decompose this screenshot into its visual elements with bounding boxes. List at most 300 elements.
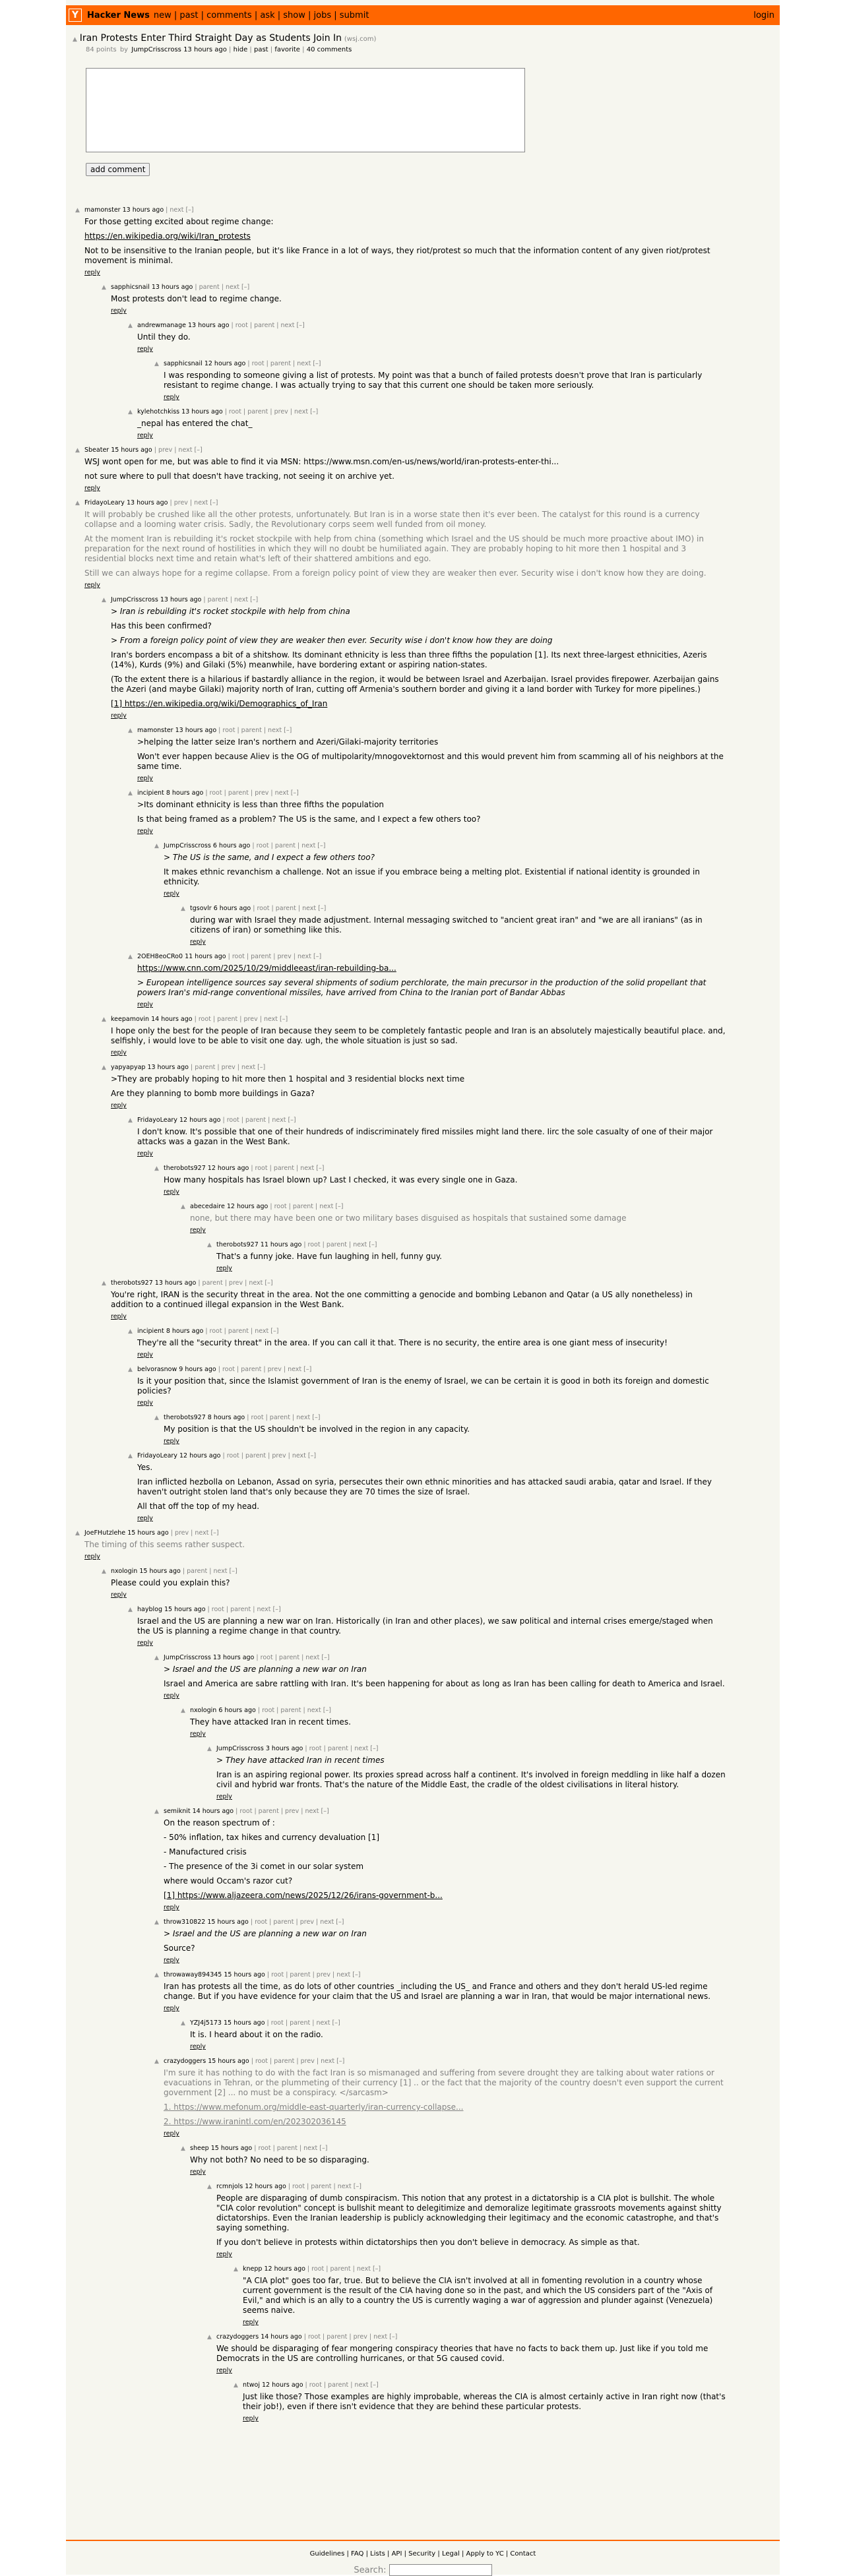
reply-link[interactable]: reply [190,2168,206,2176]
comment [154,1165,726,1196]
comment-author-link[interactable]: 2OEH8eoCRo0 [137,953,183,960]
comment-nav-links[interactable]: next [–] [170,206,194,214]
comment-meta: yapyapyap 13 hours ago | parent | prev | next [–] [111,1064,266,1071]
upvote-icon[interactable]: ▲ [128,727,133,734]
upvote-icon[interactable]: ▲ [102,597,106,603]
comment-nav-links[interactable]: root | parent | prev | next [–] [228,408,319,415]
reply-link[interactable]: reply [137,1515,153,1522]
reply-link[interactable]: reply [84,485,100,492]
upvote-icon[interactable]: ▲ [128,790,133,797]
comment-nav-links[interactable]: prev | next [–] [174,1529,219,1537]
upvote-icon[interactable]: ▲ [128,1453,133,1459]
upvote-icon[interactable]: ▲ [181,2020,185,2027]
comment-nav-links[interactable]: root | parent | prev | next [–] [271,1971,361,1978]
comment-body [190,915,726,935]
comment-meta: mamonster 13 hours ago | next [–] [84,206,194,214]
comment-author-link[interactable]: FridayoLeary [137,1452,177,1459]
reply-link[interactable]: reply [243,2415,259,2422]
comment-age-link[interactable]: 13 hours ago [188,322,230,329]
comment-age-link[interactable]: 15 hours ago [207,1918,249,1926]
comment-author-link[interactable]: mamonster [137,727,173,734]
upvote-icon[interactable]: ▲ [154,1919,159,1926]
comment-age-link[interactable]: 11 hours ago [260,1241,302,1248]
comment-author-link[interactable]: FridayoLeary [84,499,125,506]
comment-author-link[interactable]: ntwoj [243,2381,260,2389]
comment-body [137,964,726,998]
comment-age-link[interactable]: 8 hours ago [166,789,204,797]
comment-body [216,1756,726,1790]
reply-link[interactable]: reply [164,890,179,898]
main-nav: new | past | comments | ask | show | jobs | submit [153,10,369,20]
upvote-icon[interactable]: ▲ [181,1707,185,1714]
comment-paragraph: Please could you explain this? [111,1578,230,1587]
reply-link[interactable]: reply [216,2251,232,2258]
comment-paragraph: We should be disparaging of fear mongering conspiracy theories that have no facts to back them up. Just like if you told me Democrats in the US are controlling hurricanes, or that 5G caused covid. [216,2344,708,2363]
comment-nav-links[interactable]: root | parent | next [–] [235,322,305,329]
comment-nav-links[interactable]: root | parent | next [–] [260,1654,330,1661]
comment-age-link[interactable]: 13 hours ago [122,206,164,214]
comment [128,1452,726,1522]
reply-link[interactable]: reply [137,346,153,353]
comment-nav-links[interactable]: root | parent | prev | next [–] [239,1808,329,1815]
comment-link[interactable]: [1] https://www.aljazeera.com/news/2025/12/26/irans-government-b... [164,1891,443,1900]
comment-age-link[interactable]: 12 hours ago [204,360,246,367]
comment-author-link[interactable]: therobots927 [111,1279,153,1287]
upvote-icon[interactable]: ▲ [128,409,133,415]
upvote-icon[interactable]: ▲ [154,1972,159,1978]
comment-link[interactable]: https://www.cnn.com/2025/10/29/middleeast/iran-rebuilding-ba... [137,964,396,973]
nav-link-jobs[interactable]: jobs [313,10,332,20]
reply-link[interactable]: reply [137,1150,153,1157]
comment-paragraph: none, but there may have been one or two military bases disguised as hospitals that sustained some damage [190,1213,627,1223]
upvote-icon[interactable]: ▲ [207,2184,212,2190]
comment-author-link[interactable]: JoeFHutzlehe [84,1529,126,1537]
comment-nav-links[interactable]: root | parent | prev | next [–] [209,789,299,797]
comment-paragraph: I don't know. It's possible that one of their hundreds of indiscriminately fired missiles might land there. Iirc the sole casualty of one of their major attacks was a gazan in the West Bank. [137,1127,713,1146]
comment-age-link[interactable]: 12 hours ago [264,2265,305,2273]
comment-author-link[interactable]: semiknit [164,1808,191,1815]
upvote-icon[interactable]: ▲ [154,843,159,849]
comment-body [111,294,726,304]
comment-age-link[interactable]: 12 hours ago [226,1203,268,1210]
footer-link-contact[interactable]: Contact [510,2550,536,2558]
comment-age-link[interactable]: 13 hours ago [147,1064,189,1071]
footer-link-api[interactable]: API [391,2550,402,2558]
top-bar [66,5,780,25]
comment-author-link[interactable]: sapphicsnail [111,284,150,291]
comment-paragraph: Has this been confirmed? [111,621,212,630]
footer-link-legal[interactable]: Legal [441,2550,460,2558]
comment-body [137,1463,726,1512]
comment-body [137,1376,726,1396]
upvote-icon[interactable]: ▲ [73,36,77,43]
comment-age-link[interactable]: 14 hours ago [261,2333,302,2341]
comment-nav-links[interactable]: root | parent | next [–] [257,905,327,912]
comment-body [111,607,726,709]
upvote-icon[interactable]: ▲ [207,1746,212,1752]
comment-age-link[interactable]: 15 hours ago [224,1971,265,1978]
comment-author-link[interactable]: crazydoggers [164,2058,206,2065]
reply-link[interactable]: reply [164,1904,179,1911]
comment-nav-links[interactable]: root | parent | prev | next [–] [198,1016,288,1023]
comment [75,1529,726,1560]
comment-author-link[interactable]: sheep [190,2145,209,2152]
comment-paragraph: All that off the top of my head. [137,1502,260,1511]
comment [234,2265,726,2326]
comment-age-link[interactable]: 15 hours ago [111,446,152,454]
upvote-icon[interactable]: ▲ [128,1366,133,1373]
comment-nav-links[interactable]: root | parent | prev | next [–] [307,2333,398,2341]
reply-link[interactable]: reply [111,1049,127,1057]
footer-link-security[interactable]: Security [408,2550,436,2558]
comment-age-link[interactable]: 6 hours ago [213,905,251,912]
comment-nav-links[interactable]: root | parent | next [–] [211,1606,281,1613]
footer [66,2540,780,2576]
nav-link-submit[interactable]: submit [339,10,369,20]
comment-author-link[interactable]: andrewmanage [137,322,186,329]
upvote-icon[interactable]: ▲ [128,954,133,960]
comment-paragraph: - Manufactured crisis [164,1847,247,1856]
comment-nav-links[interactable]: root | parent | next [–] [222,727,292,734]
comment-nav-links[interactable]: root | parent | next [–] [256,842,326,849]
comment-author-link[interactable]: JumpCrisscross [164,1654,211,1661]
comment-meta: rcmnjols 12 hours ago | root | parent | next [–] [216,2183,361,2190]
story-age-link[interactable]: 13 hours ago [183,46,227,53]
site-name-link[interactable]: Hacker News [87,10,150,20]
reply-link[interactable]: reply [111,1313,127,1320]
upvote-icon[interactable]: ▲ [154,1808,159,1815]
footer-link-apply-to-yc[interactable]: Apply to YC [466,2550,504,2558]
comment-age-link[interactable]: 12 hours ago [179,1452,221,1459]
reply-link[interactable]: reply [137,828,153,835]
story-link-favorite[interactable]: favorite [274,46,300,53]
comment-author-link[interactable]: incipient [137,789,164,797]
comment [234,2381,726,2422]
comment-textarea[interactable] [86,68,525,152]
comment-author-link[interactable]: therobots927 [216,1241,259,1248]
comment-author-link[interactable]: hayblog [137,1606,162,1613]
comment-age-link[interactable]: 15 hours ago [139,1568,181,1575]
comment-age-link[interactable]: 12 hours ago [262,2381,303,2389]
reply-link[interactable]: reply [190,938,206,946]
story-title[interactable]: Iran Protests Enter Third Straight Day as Students Join In [79,33,342,44]
upvote-icon[interactable]: ▲ [234,2266,238,2273]
comment [102,596,726,720]
comment-body [84,510,726,578]
comment-nav-links[interactable]: root | parent | next [–] [270,2019,340,2027]
comment-author-link[interactable]: therobots927 [164,1414,206,1421]
comment-age-link[interactable]: 15 hours ago [224,2019,265,2027]
comment-nav-links[interactable]: root | parent | next [–] [307,1241,377,1248]
comment-body [243,2276,726,2315]
reply-link[interactable]: reply [111,712,127,720]
comment [154,2058,726,2137]
upvote-icon[interactable]: ▲ [154,361,159,367]
nav-link-comments[interactable]: comments [206,10,252,20]
story-site[interactable]: (wsj.com) [344,36,377,43]
reply-link[interactable]: reply [111,1591,127,1599]
comment-nav-links[interactable]: parent | next [–] [207,596,259,603]
comment-author-link[interactable]: rcmnjols [216,2183,243,2190]
comment-author-link[interactable]: FridayoLeary [137,1117,177,1124]
reply-link[interactable]: reply [137,1001,153,1008]
reply-link[interactable]: reply [164,1957,179,1964]
search-label: Search: [354,2565,387,2575]
comment-nav-links[interactable]: root | parent | next [–] [255,1165,325,1172]
upvote-icon[interactable]: ▲ [128,1328,133,1335]
comment-link[interactable]: [1] https://en.wikipedia.org/wiki/Demographics_of_Iran [111,699,328,708]
reply-link[interactable]: reply [164,1188,179,1196]
comment-age-link[interactable]: 6 hours ago [218,1707,256,1714]
upvote-icon[interactable]: ▲ [75,1530,80,1537]
reply-link[interactable]: reply [84,269,100,276]
comment-body [137,737,726,772]
comment-nav-links[interactable]: root | parent | prev | next [–] [255,1918,344,1926]
comment-body [111,1026,726,1046]
comment-author-link[interactable]: nxologin [190,1707,217,1714]
reply-link[interactable]: reply [216,2367,232,2374]
upvote-icon[interactable]: ▲ [75,500,80,506]
comment-author-link[interactable]: JumpCrisscross [216,1745,264,1752]
comment-age-link[interactable]: 12 hours ago [179,1117,221,1124]
comment-body [84,1540,726,1550]
reply-link[interactable]: reply [84,1553,100,1560]
upvote-icon[interactable]: ▲ [102,1568,106,1575]
story [66,25,780,53]
login-link[interactable]: login [753,10,774,20]
comment-nav-links[interactable]: root | parent | prev | next [–] [255,2058,345,2065]
comment-age-link[interactable]: 13 hours ago [160,596,202,603]
comment-paragraph: It is. I heard about it on the radio. [190,2030,323,2039]
comment-nav-links[interactable]: root | parent | next [–] [251,360,321,367]
reply-link[interactable]: reply [190,1731,206,1738]
footer-link-faq[interactable]: FAQ [351,2550,364,2558]
story-link-40-comments[interactable]: 40 comments [306,46,352,53]
comment-nav-links[interactable]: parent | prev | next [–] [195,1064,266,1071]
comment-author-link[interactable]: tgsovlr [190,905,212,912]
reply-link[interactable]: reply [137,1351,153,1359]
comment-nav-links[interactable]: root | parent | next [–] [309,2381,379,2389]
comment-nav-links[interactable]: root | parent | next [–] [251,1414,321,1421]
comment-nav-links[interactable]: root | parent | next [–] [209,1328,279,1335]
comment-nav-links[interactable]: parent | prev | next [–] [202,1279,273,1287]
upvote-icon[interactable]: ▲ [207,2334,212,2341]
comment-author-link[interactable]: incipient [137,1328,164,1335]
comment-author-link[interactable]: knepp [243,2265,263,2273]
comment-body [216,2344,726,2364]
reply-link[interactable]: reply [164,1692,179,1700]
upvote-icon[interactable]: ▲ [128,1117,133,1124]
y-logo-icon[interactable]: Y [69,9,82,22]
nav-link-past[interactable]: past [179,10,199,20]
comment-link[interactable]: 1. https://www.mefonum.org/middle-east-quarterly/iran-currency-collapse... [164,2102,464,2112]
comment-author-link[interactable]: JumpCrisscross [164,842,211,849]
comment-paragraph: Iran's borders encompass a bit of a shitshow. Its dominant ethnicity is less than three fifths the population [1]. Its next three-largest ethnicities, Azeris (14%), Kurds (9%) and Gilaki (5%) meanwhile, have bordering extant or aspiring nation-states. [111,650,707,669]
comment-age-link[interactable]: 6 hours ago [212,842,251,849]
comment-paragraph: The timing of this seems rather suspect. [84,1540,245,1549]
comment-body [164,371,726,390]
comment-author-link[interactable]: belvorasnow [137,1366,177,1373]
comment-author-link[interactable]: throw310822 [164,1918,206,1926]
comment-paragraph: My position is that the US shouldn't be involved in the region in any capacity. [164,1425,470,1434]
upvote-icon[interactable]: ▲ [181,1204,185,1210]
footer-link-lists[interactable]: Lists [370,2550,385,2558]
upvote-icon[interactable]: ▲ [181,905,185,912]
comment-nav-links[interactable]: parent | next [–] [199,284,250,291]
comment-meta: semiknit 14 hours ago | root | parent | prev | next [–] [164,1808,329,1815]
reply-link[interactable]: reply [243,2319,259,2326]
comment-age-link[interactable]: 15 hours ago [127,1529,169,1537]
reply-link[interactable]: reply [84,582,100,589]
comment-paragraph: > From a foreign policy point of view they are weaker then ever. Security wise i don't know how they are doing [111,636,553,645]
comment-paragraph: For those getting excited about regime change: [84,217,274,226]
comment-age-link[interactable]: 9 hours ago [179,1366,216,1373]
reply-link[interactable]: reply [137,1640,153,1647]
nav-link-new[interactable]: new [153,10,172,20]
comment-nav-links[interactable]: root | parent | next [–] [274,1203,344,1210]
comment-age-link[interactable]: 13 hours ago [181,408,223,415]
comment-age-link[interactable]: 13 hours ago [175,727,217,734]
comment [207,2183,726,2258]
comment-meta: incipient 8 hours ago | root | parent | next [–] [137,1328,279,1335]
comment-nav-links[interactable]: root | parent | prev | next [–] [226,1452,317,1459]
comment-paragraph: People are disparaging of dumb conspiracism. This notion that any protest in a dictatorship is a CIA plot is bullshit. The whole "CIA color revolution" concept is bullshit meant to delegitimize and demoralize legitimate grassroots movements against shitty dictatorships. Even the Iranian leadership is publicly acknowledging their legitimacy and the economic catastrophe, and that's saying something. [216,2193,722,2232]
comment-author-link[interactable]: sapphicsnail [164,360,203,367]
comment [181,2019,726,2050]
reply-link[interactable]: reply [164,2005,179,2012]
comment-author-link[interactable]: nxologin [111,1568,138,1575]
comment-age-link[interactable]: 3 hours ago [265,1745,303,1752]
comment-author-link[interactable]: throwaway894345 [164,1971,222,1978]
comment-meta: sapphicsnail 13 hours ago | parent | next [–] [111,284,250,291]
comment-author-link[interactable]: mamonster [84,206,121,214]
comment-paragraph: On the reason spectrum of : [164,1818,275,1827]
comment-nav-links[interactable]: root | parent | next [–] [292,2183,361,2190]
comment-link[interactable]: https://en.wikipedia.org/wiki/Iran_protests [84,231,251,241]
comment-age-link[interactable]: 14 hours ago [151,1016,193,1023]
upvote-icon[interactable]: ▲ [102,284,106,291]
comment-author-link[interactable]: abecedaire [190,1203,225,1210]
comment-nav-links[interactable]: root | parent | prev | next [–] [222,1366,312,1373]
comment-nav-links[interactable]: root | parent | next [–] [262,1707,331,1714]
upvote-icon[interactable]: ▲ [102,1016,106,1023]
comment-age-link[interactable]: 11 hours ago [185,953,226,960]
comment-age-link[interactable]: 15 hours ago [208,2058,249,2065]
upvote-icon[interactable]: ▲ [102,1064,106,1071]
comment-meta: mamonster 13 hours ago | root | parent | next [–] [137,727,292,734]
upvote-icon[interactable]: ▲ [234,2382,238,2389]
comment-author-link[interactable]: kylehotchkiss [137,408,180,415]
reply-link[interactable]: reply [164,2130,179,2137]
comment [128,1606,726,1647]
comment-age-link[interactable]: 12 hours ago [207,1165,249,1172]
reply-link[interactable]: reply [216,1793,232,1800]
reply-link[interactable]: reply [137,432,153,439]
comment-author-link[interactable]: crazydoggers [216,2333,259,2341]
upvote-icon[interactable]: ▲ [75,207,80,214]
comment-nav-links[interactable]: root | parent | prev | next [–] [232,953,322,960]
story-author-link[interactable]: JumpCrisscross [131,46,181,53]
comment-author-link[interactable]: JumpCrisscross [111,596,158,603]
comment-nav-links[interactable]: root | parent | next [–] [311,2265,381,2273]
comment-age-link[interactable]: 13 hours ago [154,1279,197,1287]
upvote-icon[interactable]: ▲ [207,1242,212,1248]
comment-link[interactable]: 2. https://www.iranintl.com/en/202302036145 [164,2117,346,2126]
comment-meta: hayblog 15 hours ago | root | parent | next [–] [137,1606,281,1613]
nav-link-show[interactable]: show [283,10,305,20]
comment-author-link[interactable]: keepamovin [111,1016,150,1023]
comment-author-link[interactable]: Sbeater [84,446,110,454]
upvote-icon[interactable]: ▲ [154,2058,159,2065]
upvote-icon[interactable]: ▲ [128,1607,133,1613]
comment-age-link[interactable]: 8 hours ago [207,1414,245,1421]
search-input[interactable] [389,2564,492,2576]
comment-age-link[interactable]: 15 hours ago [210,2145,253,2152]
reply-link[interactable]: reply [111,307,127,315]
upvote-icon[interactable]: ▲ [75,447,80,454]
comment-paragraph: How many hospitals has Israel blown up? Last I checked, it was every single one in Gaza. [164,1175,518,1184]
comment-age-link[interactable]: 15 hours ago [164,1606,206,1613]
reply-link[interactable]: reply [190,2043,206,2050]
comment-age-link[interactable]: 8 hours ago [166,1328,204,1335]
comment-age-link[interactable]: 12 hours ago [245,2183,286,2190]
comment-nav-links[interactable]: root | parent | next [–] [258,2145,328,2152]
add-comment-button[interactable]: add comment [86,163,150,176]
comment-age-link[interactable]: 13 hours ago [212,1654,255,1661]
comment-age-link[interactable]: 14 hours ago [192,1808,234,1815]
comment-meta: FridayoLeary 12 hours ago | root | parent | next [–] [137,1117,296,1124]
comment-nav-links[interactable]: root | parent | next [–] [226,1117,296,1124]
story-link-past[interactable]: past [253,46,268,53]
comment-nav-links[interactable]: root | parent | next [–] [309,1745,379,1752]
reply-link[interactable]: reply [216,1265,232,1272]
comment-age-link[interactable]: 13 hours ago [126,499,168,506]
comment-paragraph: Iran is an aspiring regional power. Its proxies spread across half a continent. It's involved in foreign meddling in like half a dozen civil and hybrid war fronts. That's the nature of the Middle East, the cradle of the oldest civilisations in literal history. [216,1770,726,1789]
comment-paragraph: during war with Israel they made adjustment. Internal messaging switched to "ancient great iran" and "we are all iranians" (as in citizens of iran) or something like this. [190,915,703,935]
reply-link[interactable]: reply [190,1227,206,1234]
reply-link[interactable]: reply [164,1438,179,1445]
comment-author-link[interactable]: YZJ4j5173 [190,2019,222,2027]
nav-link-ask[interactable]: ask [260,10,275,20]
upvote-icon[interactable]: ▲ [154,1415,159,1421]
upvote-icon[interactable]: ▲ [128,322,133,329]
page [66,0,780,2575]
comment-meta: keepamovin 14 hours ago | root | parent | prev | next [–] [111,1016,288,1023]
comment-nav-links[interactable]: prev | next [–] [158,446,203,454]
reply-link[interactable]: reply [164,394,179,401]
comment-author-link[interactable]: therobots927 [164,1165,206,1172]
comment-nav-links[interactable]: prev | next [–] [173,499,218,506]
reply-link[interactable]: reply [111,1102,127,1109]
upvote-icon[interactable]: ▲ [154,1165,159,1172]
comment-age-link[interactable]: 13 hours ago [151,284,193,291]
upvote-icon[interactable]: ▲ [102,1280,106,1287]
comment-body [137,332,726,342]
footer-link-guidelines[interactable]: Guidelines [309,2550,345,2558]
reply-link[interactable]: reply [137,775,153,782]
reply-link[interactable]: reply [137,1399,153,1407]
comment-author-link[interactable]: yapyapyap [111,1064,146,1071]
upvote-icon[interactable]: ▲ [181,2145,185,2152]
comment-meta: throwaway894345 15 hours ago | root | parent | prev | next [–] [164,1971,361,1978]
comment-meta: crazydoggers 15 hours ago | root | parent | prev | next [–] [164,2058,345,2065]
upvote-icon[interactable]: ▲ [154,1655,159,1661]
comment [128,1366,726,1407]
comment-nav-links[interactable]: parent | next [–] [187,1568,237,1575]
comment-paragraph: Most protests don't lead to regime change. [111,294,282,303]
comment [154,1654,726,1700]
story-link-hide[interactable]: hide [233,46,248,53]
